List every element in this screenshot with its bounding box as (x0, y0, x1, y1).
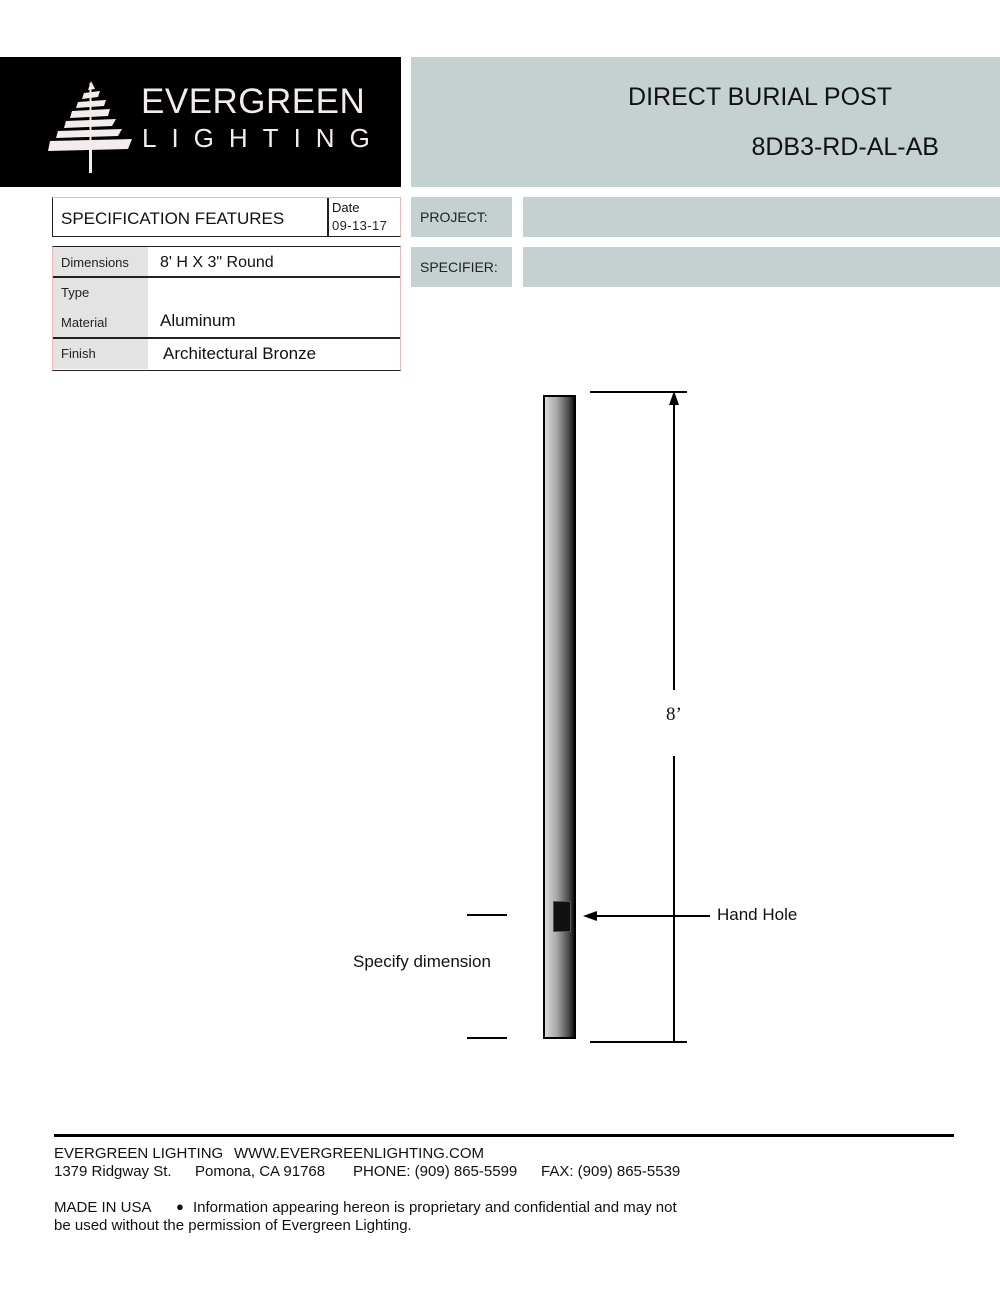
date-value: 09-13-17 (332, 218, 388, 233)
made-in-usa: MADE IN USA (54, 1199, 152, 1216)
divider (327, 198, 329, 236)
height-dimension-label: 8’ (666, 704, 682, 725)
spec-header (52, 197, 401, 237)
specifier-field[interactable] (523, 247, 1000, 287)
post-drawing (543, 395, 576, 1039)
hand-hole-leader-line (590, 915, 710, 917)
arrow-up-icon (668, 391, 680, 405)
spec-heading: SPECIFICATION FEATURES (61, 209, 285, 228)
arrow-left-icon (583, 911, 597, 921)
specifier-label: SPECIFIER: (411, 247, 512, 287)
row-divider (53, 276, 400, 278)
dimension-line-lower (673, 756, 675, 1041)
project-field[interactable] (523, 197, 1000, 237)
disclaimer-line-2: be used without the permission of Evergreen Lighting. (54, 1217, 412, 1234)
bottom-extension-line (590, 1041, 687, 1043)
footer-address: 1379 Ridgway St. (54, 1163, 172, 1180)
spec-value-material: Aluminum (160, 311, 236, 330)
project-label: PROJECT: (411, 197, 512, 237)
spec-label-dimensions: Dimensions (61, 255, 129, 270)
footer-city: Pomona, CA 91768 (195, 1163, 326, 1180)
row-divider (53, 337, 400, 339)
model-number: 8DB3-RD-AL-AB (751, 133, 939, 161)
logo-block (0, 57, 401, 187)
product-title: DIRECT BURIAL POST (628, 83, 892, 111)
specify-dimension-label: Specify dimension (353, 952, 491, 971)
spec-label-material: Material (61, 315, 108, 330)
footer-website[interactable]: WWW.EVERGREENLIGHTING.COM (234, 1145, 485, 1162)
evergreen-tree-icon (48, 79, 134, 175)
hand-hole-drawing (553, 901, 571, 932)
spec-label-type: Type (61, 285, 90, 300)
spec-value-dimensions: 8' H X 3" Round (160, 254, 274, 271)
spec-value-finish: Architectural Bronze (163, 344, 317, 363)
bullet-icon: ● (176, 1199, 184, 1214)
specify-tick-bottom (467, 1037, 507, 1039)
spec-table (52, 246, 401, 371)
disclaimer-line-1: Information appearing hereon is proprietary and confidential and may not (193, 1199, 677, 1216)
specify-tick-top (467, 914, 507, 916)
title-block (411, 57, 1000, 187)
footer-fax: FAX: (909) 865-5539 (541, 1163, 681, 1180)
dimension-line-upper (673, 400, 675, 690)
footer-rule (54, 1134, 954, 1137)
date-label: Date (332, 200, 360, 215)
footer-company: EVERGREEN LIGHTING (54, 1145, 224, 1162)
footer-phone: PHONE: (909) 865-5599 (353, 1163, 518, 1180)
logo-wordmark-evergreen: EVERGREEN (141, 82, 366, 121)
hand-hole-label: Hand Hole (717, 905, 798, 924)
logo-wordmark-lighting: LIGHTING (142, 123, 385, 153)
spec-label-finish: Finish (61, 346, 96, 361)
